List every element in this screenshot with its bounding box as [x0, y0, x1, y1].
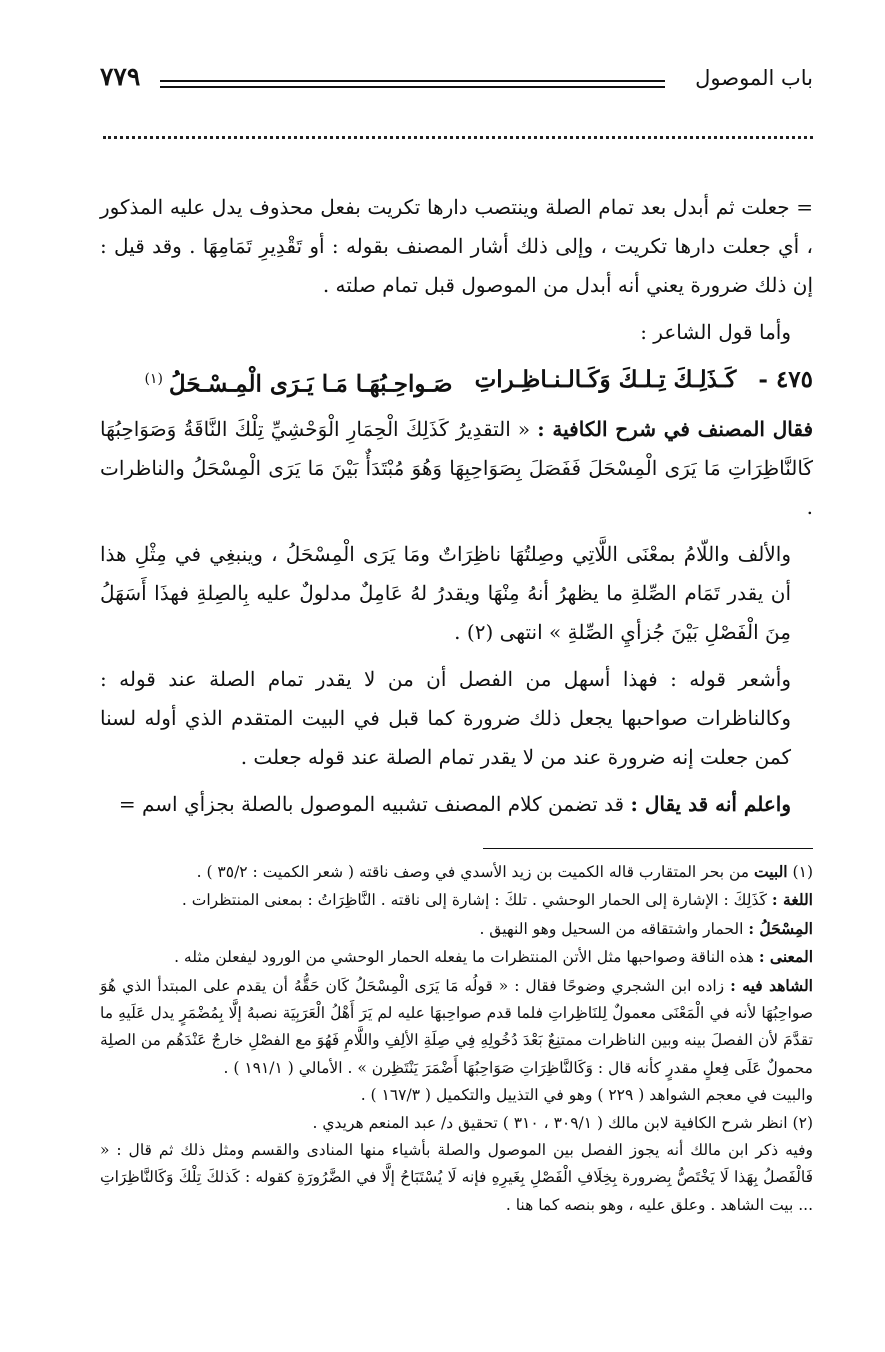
footnote-text: انظر شرح الكافية لابن مالك ( ٣٠٩/١ ، ٣١٠ ) تحقيق د/ عبد المنعم هريدي . [312, 1113, 788, 1132]
verse-second-text: صَـواحِـبُهَـا مَـا يَـرَى الْمِـسْـحَلُ [168, 370, 453, 398]
page-number: ٧٧٩ [100, 62, 141, 91]
footnote-ref[interactable]: (١) [144, 371, 163, 387]
verse-line [100, 360, 813, 404]
paragraph-lead: فقال المصنف في شرح الكافية : [537, 416, 814, 441]
footnote-label: اللغة : [771, 890, 813, 910]
footnote-text: زاده ابن الشجري وضوحًا فقال : « قولُه مَا يَرَى الْمِسْحَلُ كَان حَقُّهُ أن يقدم على المبتدأ الذي هُوَ صواحِبُهَا لأنه في الْمَعْنَى معمولٌ لِلنَاظِراتِ فلما قدم صواحِبهَا عليه لم يَرَ أَهْلُ الْعَرَبِيَة نصبهُ إلَّا بِمُضْمَرٍ يدل عَلَيهِ ما تقدَّمَ لأن الفصلَ بينه وبين الناظرات ممتنِعٌ بَعْدَ دُخُولِهِ فِي صِلَةِ الألِفِ واللَّامِ فَهُوَ مع الفصْلِ خارجٌ عَنْدَهُم من الصلِة محمولٌ عَلَى فِعلٍ مقدرٍ كأنه قال : وَكَالنَّاظِرَاتِ صَوَاحِبُهَا أَضْمَرَ يَنْتَظِرن » . الأمالي ( ١٩١/١ ) . [100, 976, 813, 1077]
section-title: باب الموصول [695, 66, 813, 90]
verse-first-hemistich: كَـذَلِـكَ تِـلـكَ وَكَـالـنـاظِـراتِ [474, 366, 737, 393]
paragraph: وأشعر قوله : فهذا أسهل من الفصل أن من لا يقدر تمام الصلة عند قوله : وكالناظرات صواحبها يجعل ذلك ضرورة كما قبل في البيت المتقدم الذي أوله لسنا كمن جعلت إنه ضرورة عند من لا يقدر تمام الصلة عند قوله جعلت . [100, 666, 791, 769]
footnote-text: هذه الناقة وصواحبها مثل الأتن المنتظرات ما يفعله الحمار الوحشي من الورود ليفعلن مثله . [174, 948, 754, 967]
footnote-1 [100, 858, 813, 886]
paragraph [100, 785, 813, 824]
footnote-label: البيت [754, 862, 788, 881]
footnote-entry: والبيت في معجم الشواهد ( ٢٢٩ ) وهو في التذييل والتكميل ( ١٦٧/٣ ) . [360, 1086, 813, 1105]
footnote-label: الشاهد فيه : [730, 975, 813, 995]
paragraph [100, 410, 813, 527]
footnote-label: المِسْحَلُ : [748, 918, 813, 938]
footnote-label: المعنى : [758, 947, 813, 967]
footnote-entry [100, 886, 813, 914]
footnote-number: (٢) [792, 1113, 813, 1132]
header-rule [160, 80, 665, 88]
footnote-entry: وفيه ذكر ابن مالك أنه يجوز الفصل بين الموصول والصلة بأشياء منها المنادى والقسم ومثل ذلك ثم قال : « فَالْفَصلُ بِهَذا لَا يَخْتَصُّ بِضرورة بِخِلَافِ الْفَصْلِ بِغَيرِهِ فإنه لَا يُسْتَبَاحُ إلَّا في الضَّرُورَةِ كقوله : كَذلكَ تِلْكَ وَكَالنَّاظِرَاتِ ... بيت الشاهد . وعلق عليه ، وهو بنصه كما هنا . [100, 1141, 813, 1214]
verse-number: ٤٧٥ - [758, 366, 813, 393]
footnote-entry [100, 972, 813, 1083]
main-text [100, 188, 813, 832]
footnote-entry [100, 943, 813, 971]
paragraph-lead: واعلم أنه قد يقال : [630, 791, 791, 816]
footnote-2 [100, 1110, 813, 1137]
footnote-text: من بحر المتقارب قاله الكميت بن زيد الأسدي في وصف ناقته ( شعر الكميت : ٣٥/٢ ) . [196, 863, 750, 881]
paragraph-text: « التقدِيرُ كَذَلِكَ الْحِمَارِ الْوَحْشِيِّ تِلْكَ النَّاقَةُ وَصَوَاحِبُهَا كَالنَّاظِرَاتِ مَا يَرَى الْمِسْحَلَ فَفَصَلَ بِصَوَاحِبِهَا وَهُوَ مُبْتَدَأٌ بَيْنَ مَا يَرَى الْمِسْحَلُ والناظرات . [100, 416, 813, 519]
footnotes [100, 858, 813, 1219]
footnote-entry [100, 915, 813, 943]
dotted-separator [103, 136, 813, 139]
paragraph: والألف واللّامُ بمعْنَى اللَّاتِي وصِلتُهَا ناظِرَاتٌ ومَا يَرَى الْمِسْحَلُ ، وينبغِي في مِثْلِ هذا أن يقدر تَمَام الصِّلةِ ما يظهرُ أنهُ مِنْهَا ويقدرُ لهُ عَامِلٌ مدلولٌ عليه بِالصِلةِ فهذَا أَسَهَلُ مِنَ الْفَصْلِ بَيْنَ جُزأيِ الصِّلةِ » انتهى (٢) . [100, 541, 791, 644]
paragraph: = جعلت ثم أبدل بعد تمام الصلة وينتصب دارها تكريت بفعل محذوف يدل عليه المذكور ، أي جعلت دارها تكريت ، وإلى ذلك أشار المصنف بقوله : أو تَقْدِيرِ تَمَامِهَا . وقد قيل : إن ذلك ضرورة يعني أنه أبدل من الموصول قبل تمام صلته . [100, 195, 813, 297]
footnote-text: الحمار واشتقاقه من السحيل وهو النهيق . [479, 919, 744, 938]
paragraph: وأما قول الشاعر : [640, 320, 791, 344]
footnote-number: (١) [792, 863, 813, 881]
footnote-text: كَذَلِكَ : الإشارة إلى الحمار الوحشي . تلكَ : إشارة إلى ناقته . النَّاظِرَاتُ : بمعنى المنتظرات . [181, 891, 767, 910]
running-header [100, 62, 813, 100]
verse-second-hemistich [144, 360, 452, 404]
paragraph-text: قد تضمن كلام المصنف تشبيه الموصول بالصلة بجزأي اسم = [118, 791, 625, 816]
footnote-rule [483, 848, 813, 849]
